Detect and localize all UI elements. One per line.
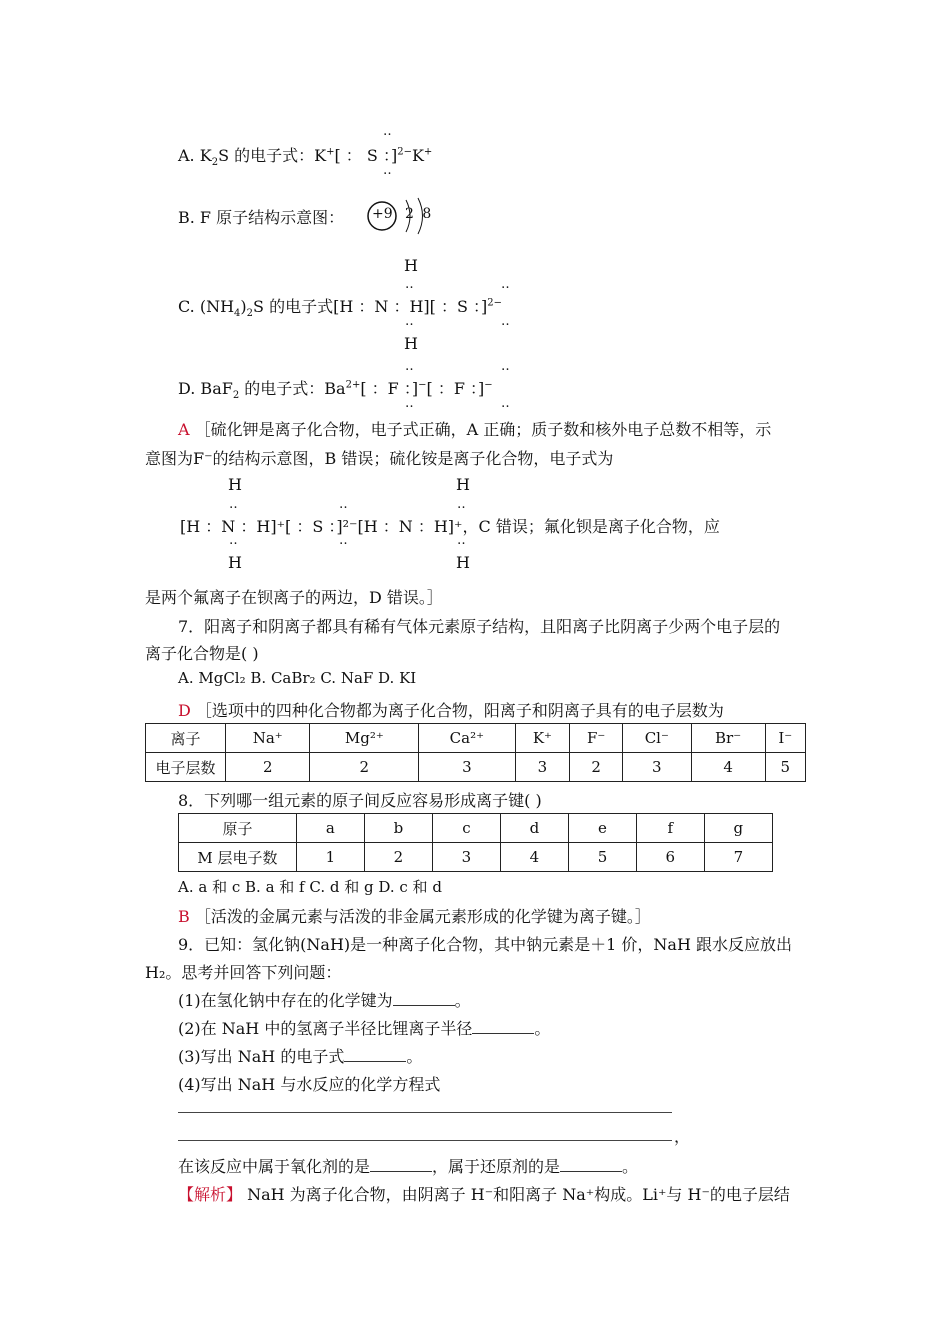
electron-dots: ‥ xyxy=(383,163,394,178)
answer-6-formula: [H ：N ：H]⁺[ ：S ：]²⁻[H ：N ：H]⁺，C 错误；氟化钡是离子化合物，应 xyxy=(180,517,720,536)
hydrogen-top: H xyxy=(456,475,470,494)
answer-blank[interactable] xyxy=(370,1157,432,1172)
question-9-part2: (2)在 NaH 中的氢离子半径比锂离子半径 。 xyxy=(178,1019,551,1038)
question-7-line2: 离子化合物是( ) xyxy=(145,644,259,663)
question-9-part3: (3)写出 NaH 的电子式 。 xyxy=(178,1047,423,1066)
hydrogen-top: H xyxy=(404,256,418,275)
answer-letter: A xyxy=(178,420,190,439)
question-9-line2: H₂。思考并回答下列问题： xyxy=(145,963,342,982)
electron-dots: ‥ xyxy=(339,497,350,512)
electron-dots: ‥ xyxy=(229,497,240,512)
question-9-line1: 9．已知：氢化钠(NaH)是一种离子化合物，其中钠元素是＋1 价，NaH 跟水反应放出 xyxy=(178,935,793,954)
option-c: C. $(NH_4)_2S$ 的电子式[H ：N ：H][ ：S ：]$^{2-}$ xyxy=(178,297,503,320)
question-8-line1: 8．下列哪一组元素的原子间反应容易形成离子键( ) xyxy=(178,791,542,810)
electron-dots: ‥ xyxy=(457,533,468,548)
answer-letter: B xyxy=(178,907,190,926)
answer-blank[interactable] xyxy=(344,1047,406,1062)
table-row: 原子 a b c d e f g xyxy=(179,814,773,843)
answer-line[interactable] xyxy=(178,1112,672,1113)
ion-electron-shell-table xyxy=(145,723,806,782)
electron-dots: ‥ xyxy=(501,359,512,374)
option-a: A. $K_2S$ 的电子式：K+[ ： S ：]$^{2-}$K+ xyxy=(178,146,433,169)
analysis-tag: 【解析】 xyxy=(178,1185,243,1204)
electron-dots: ‥ xyxy=(405,359,416,374)
electron-dots: ‥ xyxy=(405,314,416,329)
electron-dots: ‥ xyxy=(501,314,512,329)
electron-dots: ‥ xyxy=(405,396,416,411)
hydrogen-bottom: H xyxy=(228,553,242,572)
electron-dots: ‥ xyxy=(501,277,512,292)
question-9-last: 在该反应中属于氧化剂的是 ，属于还原剂的是 。 xyxy=(178,1157,639,1176)
electron-dots: ‥ xyxy=(339,533,350,548)
comma: ， xyxy=(674,1127,691,1146)
answer-line[interactable] xyxy=(178,1140,672,1141)
option-d: D. BaF$_2$ 的电子式：$Ba^{2+}$[ ：F ：]−[ ：F ：]− xyxy=(178,379,493,402)
question-9-part4: (4)写出 NaH 与水反应的化学方程式 xyxy=(178,1075,441,1094)
answer-6-line1: A ［硫化钾是离子化合物，电子式正确，A 正确；质子数和核外电子总数不相等，示 xyxy=(178,420,772,439)
electron-dots: ‥ xyxy=(383,124,394,139)
table-row: 电子层数 2 2 3 3 2 3 4 5 xyxy=(146,753,806,782)
answer-8: B ［活泼的金属元素与活泼的非金属元素形成的化学键为离子键。］ xyxy=(178,907,651,926)
answer-letter: D xyxy=(178,701,191,720)
answer-blank[interactable] xyxy=(393,991,455,1006)
option-b: B. F 原子结构示意图： xyxy=(178,208,345,227)
hydrogen-top: H xyxy=(228,475,242,494)
question-9-part1: (1)在氢化钠中存在的化学键为 。 xyxy=(178,991,471,1010)
analysis: 【解析】 NaH 为离子化合物，由阴离子 H⁻和阳离子 Na⁺构成。Li⁺与 H⁻的电子层结 xyxy=(178,1185,790,1204)
answer-6-line2: 意图为F⁻的结构示意图，B 错误；硫化铵是离子化合物，电子式为 xyxy=(145,449,614,468)
answer-7: D ［选项中的四种化合物都为离子化合物，阳离子和阴离子具有的电子层数为 xyxy=(178,701,724,720)
hydrogen-bottom: H xyxy=(456,553,470,572)
electron-dots: ‥ xyxy=(229,533,240,548)
hydrogen-bottom: H xyxy=(404,334,418,353)
answer-blank[interactable] xyxy=(560,1157,622,1172)
shell-electrons: 2 8 xyxy=(405,206,432,222)
question-7-options: A. MgCl₂ B. CaBr₂ C. NaF D. KI xyxy=(178,669,417,687)
m-shell-electron-table xyxy=(178,813,773,872)
electron-dots: ‥ xyxy=(457,497,468,512)
nucleus-label: +9 xyxy=(372,206,393,222)
table-row: M 层电子数 1 2 3 4 5 6 7 xyxy=(179,843,773,872)
question-7-line1: 7．阳离子和阴离子都具有稀有气体元素原子结构，且阳离子比阴离子少两个电子层的 xyxy=(178,617,781,636)
table-row: 离子 Na⁺ Mg²⁺ Ca²⁺ K⁺ F⁻ Cl⁻ Br⁻ I⁻ xyxy=(146,724,806,753)
answer-6-line3: 是两个氟离子在钡离子的两边，D 错误。］ xyxy=(145,588,443,607)
electron-dots: ‥ xyxy=(501,396,512,411)
electron-dots: ‥ xyxy=(405,277,416,292)
question-8-options: A. a 和 c B. a 和 f C. d 和 g D. c 和 d xyxy=(178,878,442,896)
answer-blank[interactable] xyxy=(472,1019,534,1034)
